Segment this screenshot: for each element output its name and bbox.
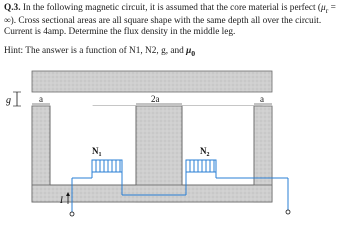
question-text-part2: = ∞). Cross sectional areas are all square shape with the same depth all over the circuit. Current is 4amp. Determine the flux density in the middle leg. [4, 3, 336, 37]
right-window [183, 106, 254, 185]
output-terminal [286, 210, 290, 214]
middle-width-label: 2a [151, 94, 160, 104]
coil2-letter: N [200, 146, 207, 156]
coil1-letter: N [92, 146, 99, 156]
coil-n2 [186, 160, 216, 172]
coil1-subscript: 1 [98, 152, 102, 158]
right-width-label: a [260, 94, 264, 104]
left-width-label: a [39, 94, 43, 104]
current-label: I [60, 195, 63, 205]
coil-n1 [92, 160, 122, 172]
mu0-subscript: 0 [191, 48, 196, 58]
top-yoke [32, 71, 272, 92]
question-number: Q.3. [4, 3, 21, 13]
input-terminal [70, 212, 74, 216]
gap-label: g [6, 95, 11, 106]
question-text-part1: In the following magnetic circuit, it is assumed that the core material is perfect ( [20, 3, 322, 13]
mu-r-subscript: r [325, 5, 329, 15]
hint-body: Hint: The answer is a function of N1, N2, g, and [4, 46, 187, 56]
coil2-subscript: 2 [206, 152, 210, 158]
mu-r-symbol: μ [321, 3, 326, 13]
mu0-symbol: μ [186, 46, 192, 56]
